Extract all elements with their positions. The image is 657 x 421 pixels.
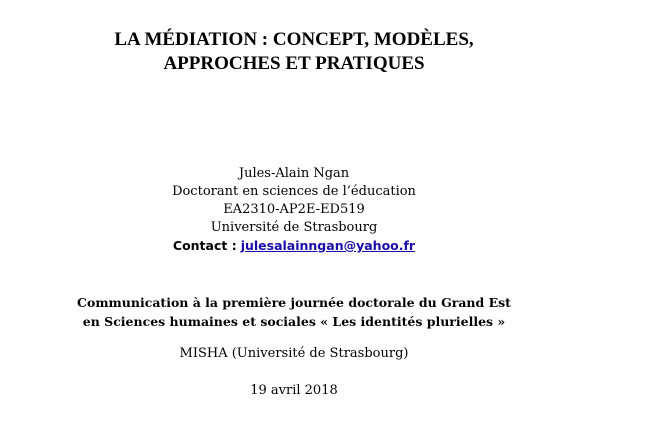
title-line-1: LA MÉDIATION : CONCEPT, MODÈLES, [114, 29, 474, 50]
venue: MISHA (Université de Strasbourg) [179, 346, 409, 361]
document-title [0, 28, 588, 76]
author-role: Doctorant en sciences de l’éducation [172, 184, 416, 199]
author-name: Jules-Alain Ngan [238, 166, 350, 181]
communication-line-1: Communication à la première journée doctorale du Grand Est [77, 295, 511, 310]
communication-block [0, 293, 588, 331]
email-link[interactable]: julesalainngan@yahoo.fr [240, 238, 416, 253]
author-codes: EA2310-AP2E-ED519 [223, 202, 365, 217]
contact-label: Contact : [172, 238, 237, 253]
communication-line-2: en Sciences humaines et sociales « Les identités plurielles » [82, 314, 506, 329]
contact-line [0, 237, 588, 255]
title-line-2: APPROCHES ET PRATIQUES [163, 53, 425, 74]
date: 19 avril 2018 [250, 383, 338, 398]
author-block [0, 165, 588, 255]
author-university: Université de Strasbourg [210, 220, 378, 235]
